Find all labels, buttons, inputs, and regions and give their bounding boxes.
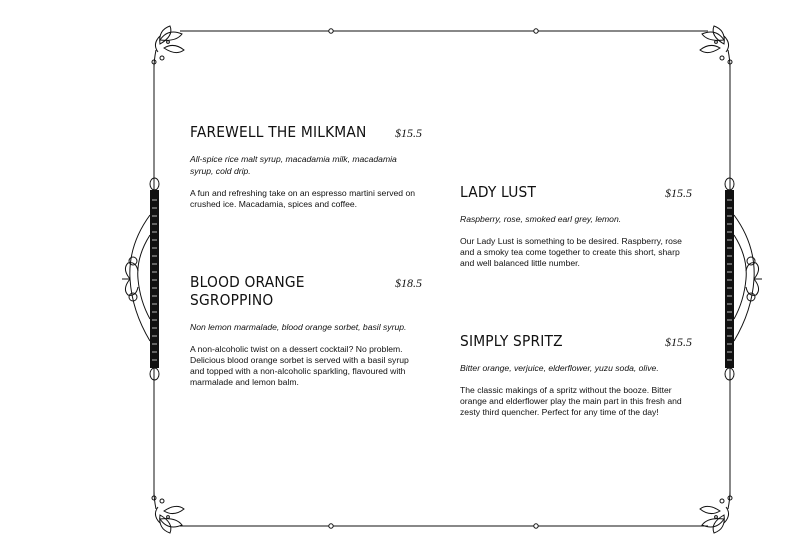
menu-item-description: Our Lady Lust is something to be desired. Raspberry, rose and a smoky tea come together to create this short, sharp and well balanced little number.	[460, 236, 682, 268]
menu-item-name: SIMPLY SPRITZ	[460, 332, 563, 350]
menu-item-ingredients: Bitter orange, verjuice, elderflower, yuzu soda, olive.	[460, 363, 659, 373]
corner-ornament-top-right	[700, 26, 730, 68]
menu-item-farewell-the-milkman	[190, 123, 422, 210]
menu-item-header	[460, 183, 692, 201]
menu-item-header	[190, 273, 422, 309]
menu-item-ingredients: Non lemon marmalade, blood orange sorbet, basil syrup.	[190, 322, 407, 332]
corner-ornament-bottom-right	[700, 491, 730, 533]
menu-item-price: $15.5	[395, 126, 422, 140]
menu-item-simply-spritz	[460, 332, 692, 418]
menu-item-description: A fun and refreshing take on an espresso martini served on crushed ice. Macadamia, spices and coffee.	[190, 188, 416, 209]
menu-item-ingredients: All-spice rice malt syrup, macadamia milk, macadamia syrup, cold drip.	[190, 154, 397, 176]
menu-item-ingredients: Raspberry, rose, smoked earl grey, lemon.	[460, 214, 622, 224]
menu-item-price: $15.5	[665, 335, 692, 349]
corner-ornament-bottom-left	[154, 491, 184, 533]
menu-item-description: A non-alcoholic twist on a dessert cocktail? No problem. Delicious blood orange sorbet is served with a basil syrup and topped with a non-alcoholic sparkling, flavoured with marmalade and lemon balm.	[190, 344, 409, 387]
menu-item-price: $15.5	[665, 186, 692, 200]
menu-item-header	[460, 332, 692, 350]
menu-item-header	[190, 123, 422, 141]
menu-item-description: The classic makings of a spritz without the booze. Bitter orange and elderflower play the main part in this fresh and zesty third quencher. Perfect for any time of the day!	[460, 385, 682, 417]
side-ornament-left	[122, 178, 159, 380]
menu-item-blood-orange-sgroppino	[190, 273, 422, 388]
side-ornament-right	[725, 178, 762, 380]
menu-item-name: BLOOD ORANGE SGROPPINO	[190, 273, 305, 309]
menu-item-name: FAREWELL THE MILKMAN	[190, 123, 367, 141]
menu-item-lady-lust	[460, 183, 692, 269]
menu-item-name: LADY LUST	[460, 183, 537, 201]
menu-item-price: $18.5	[395, 276, 422, 290]
corner-ornament-top-left	[154, 26, 184, 68]
